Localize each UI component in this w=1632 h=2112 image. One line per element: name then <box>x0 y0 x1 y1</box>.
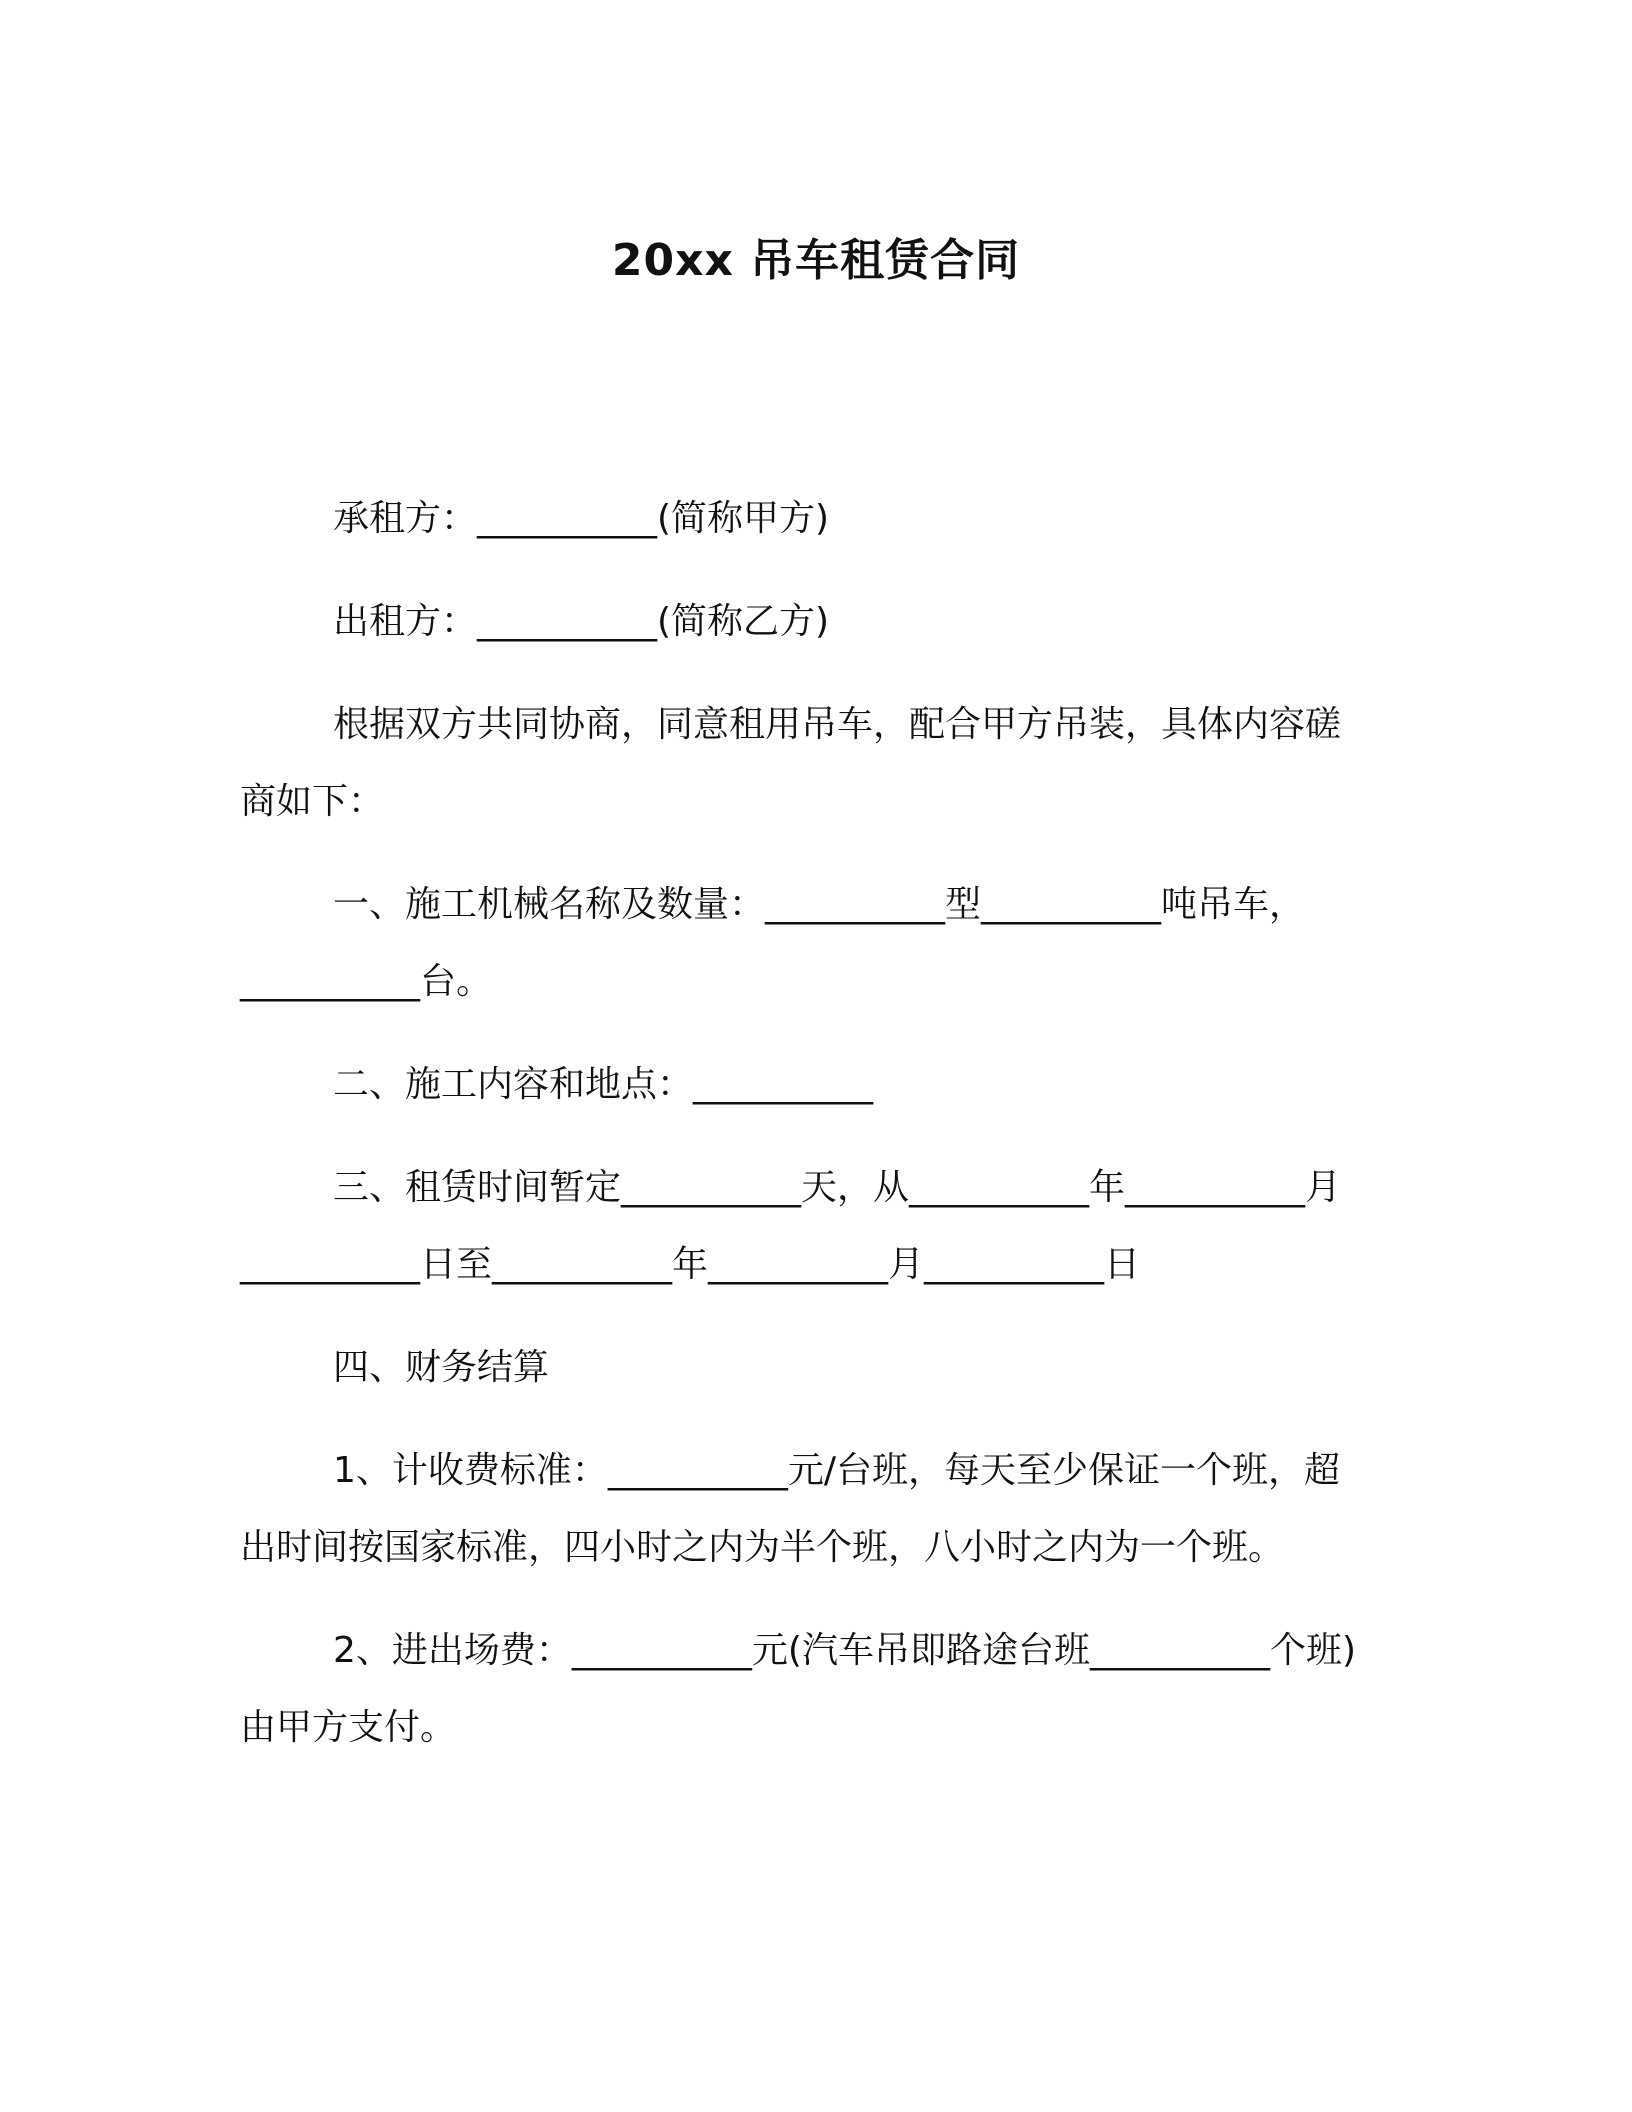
clause-4-heading: 四、财务结算 <box>333 1347 550 1388</box>
clause-4-1-line-1: 1、计收费标准：__________元/台班，每天至少保证一个班，超 <box>333 1450 1341 1491</box>
clause-2-line: 二、施工内容和地点：__________ <box>333 1064 874 1105</box>
clause-3-line-1: 三、租赁时间暂定__________天，从__________年__________月 <box>333 1167 1342 1208</box>
clause-1-line-2: __________台。 <box>240 961 493 1002</box>
intro-paragraph-line-1: 根据双方共同协商，同意租用吊车，配合甲方吊装，具体内容磋 <box>333 704 1342 745</box>
clause-4-2-line-2: 由甲方支付。 <box>240 1707 457 1748</box>
lessor-line: 出租方：__________(简称乙方) <box>333 601 830 642</box>
clause-3-line-2: __________日至__________年__________月__________日 <box>240 1244 1140 1285</box>
lessee-line: 承租方：__________(简称甲方) <box>333 498 830 539</box>
clause-4-2-line-1: 2、进出场费：__________元(汽车吊即路途台班__________个班) <box>333 1630 1356 1671</box>
document-title: 20xx 吊车租赁合同 <box>611 235 1021 286</box>
clause-1-line-1: 一、施工机械名称及数量：__________型__________吨吊车， <box>333 884 1306 925</box>
intro-paragraph-line-2: 商如下： <box>240 781 385 822</box>
clause-4-1-line-2: 出时间按国家标准，四小时之内为半个班，八小时之内为一个班。 <box>240 1527 1285 1568</box>
